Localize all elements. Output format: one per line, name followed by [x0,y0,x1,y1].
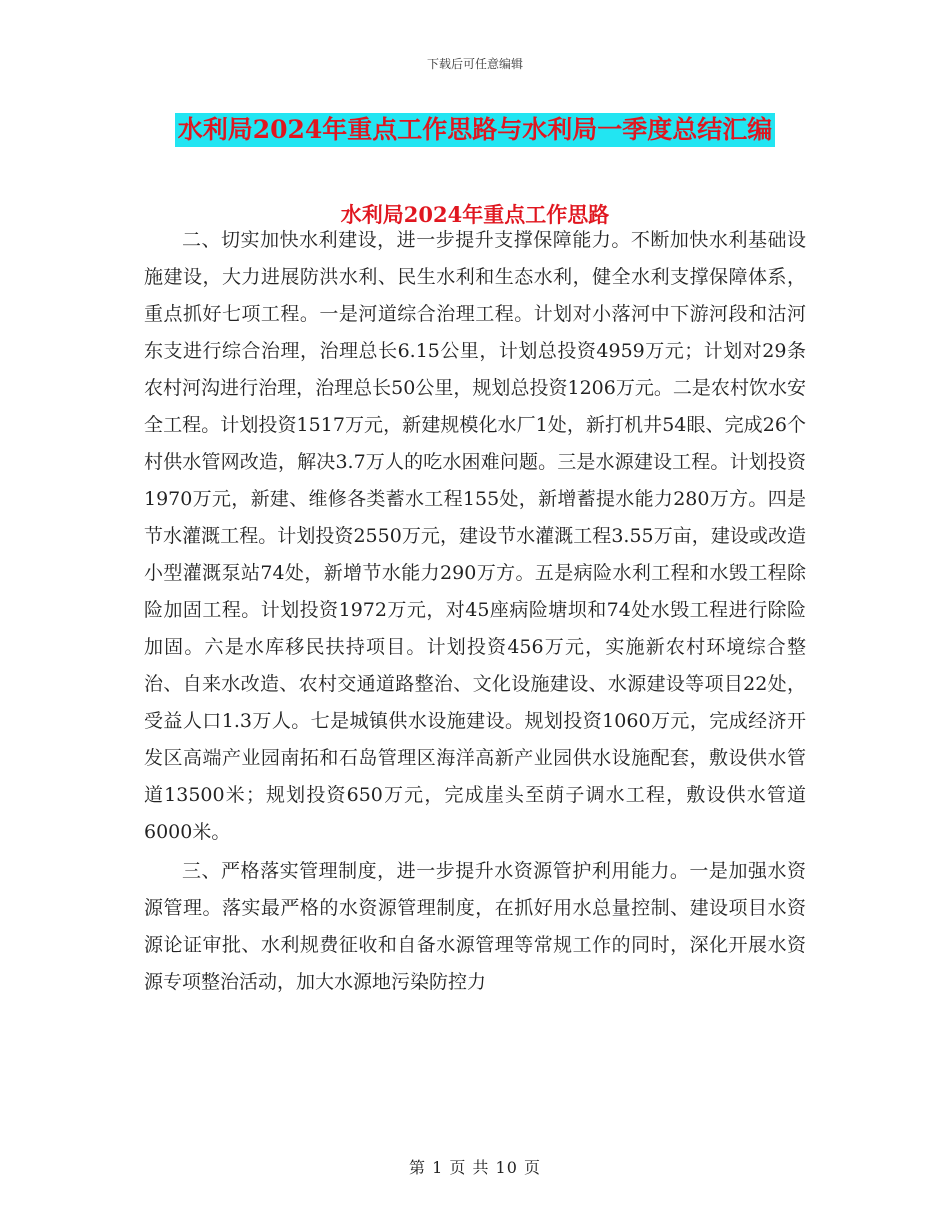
paragraph-construction: 二、切实加快水利建设，进一步提升支撑保障能力。不断加快水利基础设施建设，大力进展防洪水利、民生水利和生态水利，健全水利支撑保障体系，重点抓好七项工程。一是河道综合治理工程。计划对小落河中下游河段和沽河东支进行综合治理，治理总长6.15公里，计划总投资4959万元；计划对29条农村河沟进行治理，治理总长50公里，规划总投资1206万元。二是农村饮水安全工程。计划投资1517万元，新建规模化水厂1处，新打机井54眼、完成26个村供水管网改造，解决3.7万人的吃水困难问题。三是水源建设工程。计划投资1970万元，新建、维修各类蓄水工程155处，新增蓄提水能力280万方。四是节水灌溉工程。计划投资2550万元，建设节水灌溉工程3.55万亩，建设或改造小型灌溉泵站74处，新增节水能力290万方。五是病险水利工程和水毁工程除险加固工程。计划投资1972万元，对45座病险塘坝和74处水毁工程进行除险加固。六是水库移民扶持项目。计划投资456万元，实施新农村环境综合整治、自来水改造、农村交通道路整治、文化设施建设、水源建设等项目22处，受益人口1.3万人。七是城镇供水设施建设。规划投资1060万元，完成经济开发区高端产业园南拓和石岛管理区海洋高新产业园供水设施配套，敷设供水管道13500米；规划投资650万元，完成崖头至荫子调水工程，敷设供水管道6000米。 [144,229,806,843]
document-title-container [0,113,950,147]
document-body [144,222,806,1001]
section-title: 水利局2024年重点工作思路 [340,202,610,227]
document-title: 水利局2024年重点工作思路与水利局一季度总结汇编 [175,113,776,147]
page-header-note: 下载后可任意编辑 [426,57,523,71]
page-footer-pagination: 第 1 页 共 10 页 [409,1158,541,1177]
paragraph-management: 三、严格落实管理制度，进一步提升水资源管护利用能力。一是加强水资源管理。落实最严格的水资源管理制度，在抓好用水总量控制、建设项目水资源论证审批、水利规费征收和自备水源管理等常规工作的同时，深化开展水资源专项整治活动，加大水源地污染防控力 [144,860,806,993]
